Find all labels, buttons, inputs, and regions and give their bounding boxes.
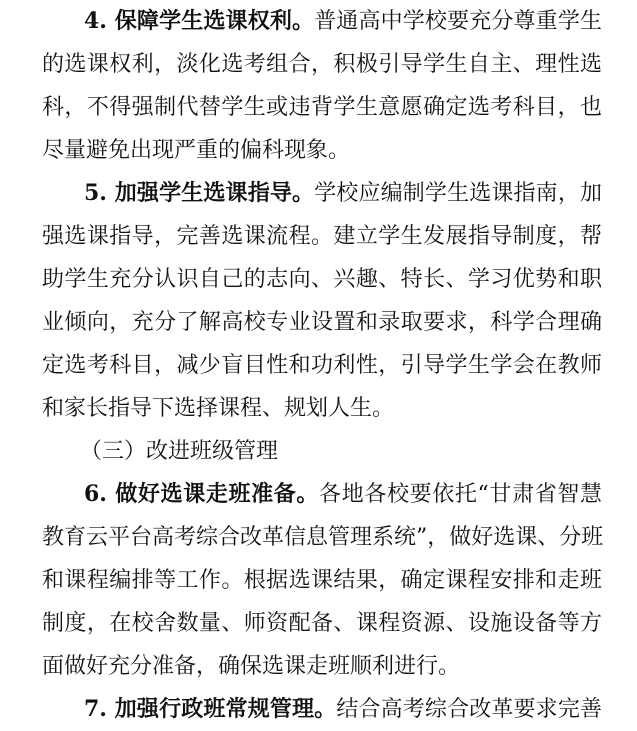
paragraph-6-line-1 [42, 473, 602, 516]
paragraph-6-line-3: 和课程编排等工作。根据选课结果，确定课程安排和走班 [42, 568, 602, 593]
paragraph-5-lead: 5. 加强学生选课指导。 [84, 180, 315, 206]
paragraph-5-line-2: 强选课指导，完善选课流程。建立学生发展指导制度，帮 [42, 224, 602, 249]
paragraph-4-text: 普通高中学校要充分尊重学生 [314, 9, 602, 34]
paragraph-5-text: 学校应编制学生选课指南，加 [314, 181, 602, 206]
paragraph-4-line-2: 的选课权利，淡化选考组合，积极引导学生自主、理性选 [42, 52, 602, 77]
paragraph-6-text: 各地各校要依托“甘肃省智慧 [319, 482, 602, 507]
paragraph-4-line-4: 尽量避免出现严重的偏科现象。 [42, 138, 351, 163]
paragraph-6-line-4: 制度，在校舍数量、师资配备、课程资源、设施设备等方 [42, 611, 602, 636]
paragraph-7-text: 结合高考综合改革要求完善 [336, 697, 602, 722]
paragraph-7-lead: 7. 加强行政班常规管理。 [84, 696, 337, 722]
paragraph-7-line-1 [42, 688, 602, 731]
paragraph-6-lead: 6. 做好选课走班准备。 [84, 481, 320, 507]
paragraph-5-line-3: 助学生充分认识自己的志向、兴趣、特长、学习优势和职 [42, 267, 602, 292]
paragraph-4-lead: 4. 保障学生选课权利。 [84, 8, 315, 34]
paragraph-5-line-5: 定选考科目，减少盲目性和功利性，引导学生学会在教师 [42, 353, 602, 378]
section-heading: （三）改进班级管理 [80, 439, 279, 464]
paragraph-6-line-5: 面做好充分准备，确保选课走班顺利进行。 [42, 654, 461, 679]
paragraph-4-line-3: 科，不得强制代替学生或违背学生意愿确定选考科目，也 [42, 95, 602, 120]
paragraph-4-line-1 [42, 0, 602, 43]
paragraph-5-line-1 [42, 172, 602, 215]
document-page [42, 0, 602, 731]
paragraph-5-line-4: 业倾向，充分了解高校专业设置和录取要求，科学合理确 [42, 310, 602, 335]
paragraph-5-line-6: 和家长指导下选择课程、规划人生。 [42, 396, 395, 421]
paragraph-6-line-2: 教育云平台高考综合改革信息管理系统”，做好选课、分班 [42, 525, 604, 550]
